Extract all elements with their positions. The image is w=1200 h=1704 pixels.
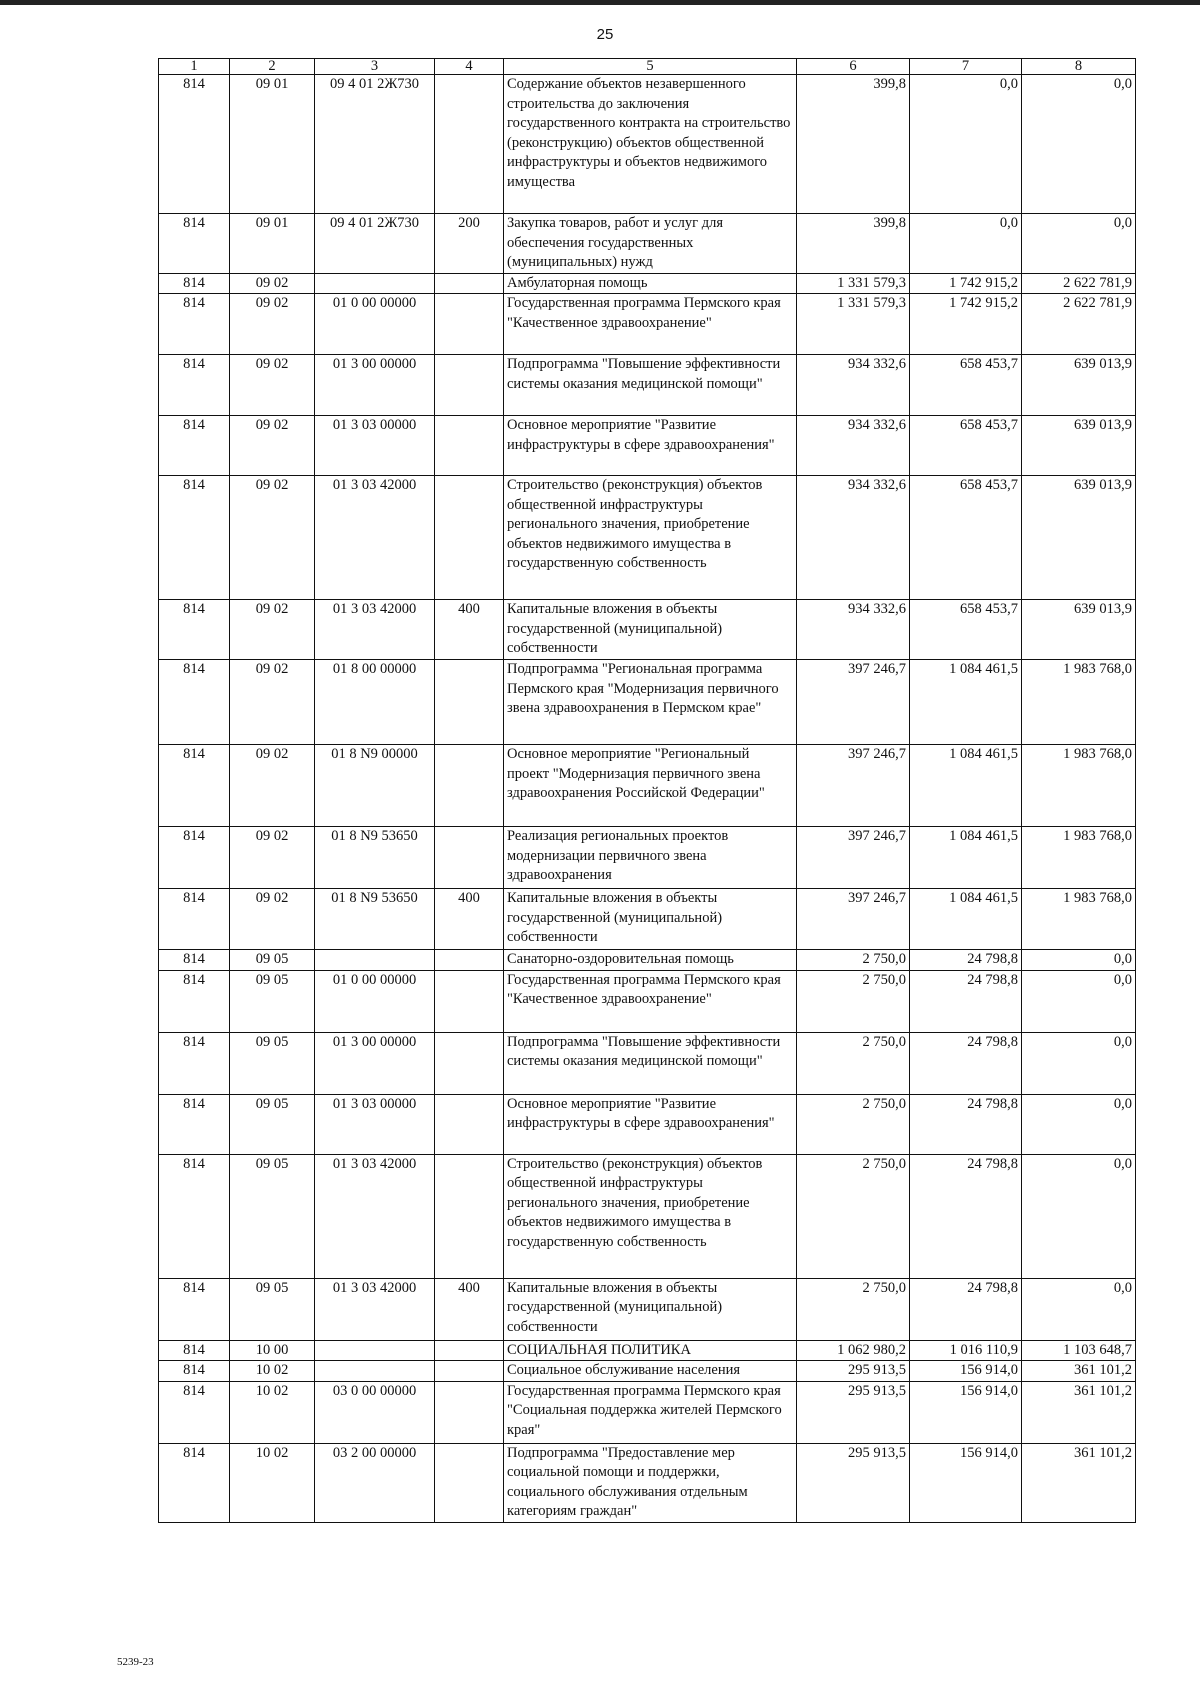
table-cell-col8: 0,0 xyxy=(1022,970,1136,1032)
table-row xyxy=(159,600,1136,660)
table-cell-col5: Подпрограмма "Повышение эффективности системы оказания медицинской помощи" xyxy=(504,1032,797,1094)
table-cell-col2: 09 02 xyxy=(230,600,315,660)
table-cell-col4 xyxy=(435,660,504,745)
table-cell-col7: 156 914,0 xyxy=(910,1381,1022,1443)
document-code: 5239-23 xyxy=(117,1656,154,1668)
table-cell-col2: 09 02 xyxy=(230,273,315,294)
table-cell-col7: 24 798,8 xyxy=(910,970,1022,1032)
table-cell-col8: 0,0 xyxy=(1022,1278,1136,1340)
table-cell-col3: 01 3 03 00000 xyxy=(315,1094,435,1154)
table-cell-col1: 814 xyxy=(159,889,230,950)
table-row xyxy=(159,1154,1136,1278)
table-cell-col5: Социальное обслуживание населения xyxy=(504,1361,797,1382)
table-cell-col7: 1 084 461,5 xyxy=(910,745,1022,827)
table-cell-col1: 814 xyxy=(159,1381,230,1443)
table-cell-col8: 639 013,9 xyxy=(1022,476,1136,600)
table-cell-col3: 03 0 00 00000 xyxy=(315,1381,435,1443)
table-cell-col2: 09 02 xyxy=(230,745,315,827)
table-cell-col3 xyxy=(315,1340,435,1361)
column-header: 8 xyxy=(1022,59,1136,75)
table-cell-col5: Капитальные вложения в объекты государственной (муниципальной) собственности xyxy=(504,600,797,660)
table-cell-col3: 01 8 00 00000 xyxy=(315,660,435,745)
table-cell-col6: 934 332,6 xyxy=(797,476,910,600)
table-cell-col4 xyxy=(435,950,504,971)
table-cell-col8: 361 101,2 xyxy=(1022,1361,1136,1382)
table-cell-col3 xyxy=(315,950,435,971)
table-cell-col7: 658 453,7 xyxy=(910,416,1022,476)
table-cell-col7: 1 084 461,5 xyxy=(910,889,1022,950)
table-row xyxy=(159,1443,1136,1522)
table-cell-col1: 814 xyxy=(159,827,230,889)
table-cell-col5: Строительство (реконструкция) объектов общественной инфраструктуры регионального значения, приобретение объектов недвижимого имущества в государственную собственность xyxy=(504,476,797,600)
table-row xyxy=(159,1032,1136,1094)
table-cell-col2: 09 02 xyxy=(230,827,315,889)
table-cell-col8: 0,0 xyxy=(1022,1032,1136,1094)
table-row xyxy=(159,1361,1136,1382)
column-header: 3 xyxy=(315,59,435,75)
table-cell-col5: Государственная программа Пермского края "Социальная поддержка жителей Пермского края" xyxy=(504,1381,797,1443)
table-cell-col3: 01 3 03 42000 xyxy=(315,476,435,600)
table-row xyxy=(159,1340,1136,1361)
table-cell-col5: Государственная программа Пермского края "Качественное здравоохранение" xyxy=(504,970,797,1032)
table-row xyxy=(159,970,1136,1032)
column-header: 1 xyxy=(159,59,230,75)
table-cell-col2: 09 05 xyxy=(230,1154,315,1278)
table-cell-col3 xyxy=(315,273,435,294)
table-cell-col7: 1 084 461,5 xyxy=(910,660,1022,745)
table-cell-col3: 01 0 00 00000 xyxy=(315,970,435,1032)
table-cell-col4 xyxy=(435,355,504,416)
table-cell-col4 xyxy=(435,1032,504,1094)
table-cell-col7: 1 016 110,9 xyxy=(910,1340,1022,1361)
table-row xyxy=(159,476,1136,600)
table-cell-col5: Основное мероприятие "Развитие инфраструктуры в сфере здравоохранения" xyxy=(504,416,797,476)
table-cell-col6: 295 913,5 xyxy=(797,1443,910,1522)
table-cell-col4 xyxy=(435,1381,504,1443)
table-cell-col7: 24 798,8 xyxy=(910,950,1022,971)
table-cell-col8: 1 103 648,7 xyxy=(1022,1340,1136,1361)
column-header: 4 xyxy=(435,59,504,75)
table-cell-col7: 0,0 xyxy=(910,214,1022,274)
table-cell-col4 xyxy=(435,1094,504,1154)
table-cell-col3: 01 3 00 00000 xyxy=(315,1032,435,1094)
table-cell-col4 xyxy=(435,294,504,355)
table-cell-col2: 09 02 xyxy=(230,416,315,476)
table-cell-col3: 01 0 00 00000 xyxy=(315,294,435,355)
table-cell-col5: Реализация региональных проектов модернизации первичного звена здравоохранения xyxy=(504,827,797,889)
table-cell-col7: 1 084 461,5 xyxy=(910,827,1022,889)
table-cell-col2: 09 05 xyxy=(230,970,315,1032)
table-row xyxy=(159,950,1136,971)
table-cell-col1: 814 xyxy=(159,745,230,827)
table-cell-col4 xyxy=(435,1154,504,1278)
table-cell-col3: 01 8 N9 00000 xyxy=(315,745,435,827)
table-cell-col7: 24 798,8 xyxy=(910,1032,1022,1094)
table-cell-col8: 0,0 xyxy=(1022,75,1136,214)
table-row xyxy=(159,1381,1136,1443)
table-cell-col8: 639 013,9 xyxy=(1022,416,1136,476)
table-cell-col3: 01 8 N9 53650 xyxy=(315,827,435,889)
column-header: 5 xyxy=(504,59,797,75)
table-cell-col2: 10 00 xyxy=(230,1340,315,1361)
table-cell-col6: 2 750,0 xyxy=(797,1032,910,1094)
table-row xyxy=(159,75,1136,214)
table-cell-col1: 814 xyxy=(159,416,230,476)
table-cell-col1: 814 xyxy=(159,75,230,214)
table-row xyxy=(159,745,1136,827)
table-row xyxy=(159,416,1136,476)
table-cell-col5: Основное мероприятие "Региональный проект "Модернизация первичного звена здравоохранения Российской Федерации" xyxy=(504,745,797,827)
table-cell-col6: 397 246,7 xyxy=(797,827,910,889)
table-cell-col8: 1 983 768,0 xyxy=(1022,745,1136,827)
table-cell-col2: 10 02 xyxy=(230,1443,315,1522)
table-cell-col8: 1 983 768,0 xyxy=(1022,827,1136,889)
table-cell-col1: 814 xyxy=(159,273,230,294)
table-cell-col3 xyxy=(315,1361,435,1382)
table-cell-col1: 814 xyxy=(159,1340,230,1361)
table-cell-col5: Подпрограмма "Повышение эффективности системы оказания медицинской помощи" xyxy=(504,355,797,416)
column-header: 2 xyxy=(230,59,315,75)
table-cell-col5: Амбулаторная помощь xyxy=(504,273,797,294)
table-cell-col6: 2 750,0 xyxy=(797,1278,910,1340)
table-cell-col7: 1 742 915,2 xyxy=(910,273,1022,294)
table-cell-col3: 09 4 01 2Ж730 xyxy=(315,214,435,274)
table-cell-col1: 814 xyxy=(159,950,230,971)
table-cell-col6: 397 246,7 xyxy=(797,889,910,950)
table-cell-col8: 1 983 768,0 xyxy=(1022,889,1136,950)
table-cell-col8: 2 622 781,9 xyxy=(1022,273,1136,294)
table-cell-col5: Капитальные вложения в объекты государственной (муниципальной) собственности xyxy=(504,1278,797,1340)
table-cell-col7: 0,0 xyxy=(910,75,1022,214)
table-cell-col8: 361 101,2 xyxy=(1022,1381,1136,1443)
table-cell-col4 xyxy=(435,476,504,600)
table-cell-col4 xyxy=(435,273,504,294)
page-number: 25 xyxy=(596,26,614,43)
table-cell-col2: 09 02 xyxy=(230,889,315,950)
table-body xyxy=(159,75,1136,1523)
table-cell-col4: 400 xyxy=(435,1278,504,1340)
column-header: 7 xyxy=(910,59,1022,75)
budget-table xyxy=(158,58,1136,1523)
table-cell-col2: 09 02 xyxy=(230,294,315,355)
table-cell-col1: 814 xyxy=(159,1443,230,1522)
table-cell-col2: 09 05 xyxy=(230,950,315,971)
table-cell-col5: СОЦИАЛЬНАЯ ПОЛИТИКА xyxy=(504,1340,797,1361)
table-cell-col1: 814 xyxy=(159,355,230,416)
table-row xyxy=(159,1094,1136,1154)
column-header: 6 xyxy=(797,59,910,75)
table-cell-col8: 0,0 xyxy=(1022,214,1136,274)
table-cell-col3: 01 3 03 42000 xyxy=(315,1278,435,1340)
table-cell-col1: 814 xyxy=(159,476,230,600)
table-cell-col4 xyxy=(435,970,504,1032)
table-cell-col4: 400 xyxy=(435,600,504,660)
table-cell-col6: 295 913,5 xyxy=(797,1381,910,1443)
table-cell-col2: 10 02 xyxy=(230,1381,315,1443)
table-cell-col1: 814 xyxy=(159,1094,230,1154)
table-cell-col1: 814 xyxy=(159,1278,230,1340)
table-cell-col6: 934 332,6 xyxy=(797,600,910,660)
table-cell-col3: 01 3 00 00000 xyxy=(315,355,435,416)
table-cell-col2: 09 02 xyxy=(230,476,315,600)
table-cell-col8: 0,0 xyxy=(1022,1094,1136,1154)
table-cell-col1: 814 xyxy=(159,970,230,1032)
table-cell-col8: 639 013,9 xyxy=(1022,355,1136,416)
table-cell-col5: Подпрограмма "Предоставление мер социальной помощи и поддержки, социального обслуживания отдельным категориям граждан" xyxy=(504,1443,797,1522)
table-cell-col8: 0,0 xyxy=(1022,1154,1136,1278)
table-cell-col2: 09 05 xyxy=(230,1278,315,1340)
table-cell-col2: 09 01 xyxy=(230,75,315,214)
table-cell-col6: 399,8 xyxy=(797,75,910,214)
table-cell-col8: 0,0 xyxy=(1022,950,1136,971)
table-row xyxy=(159,214,1136,274)
table-cell-col6: 1 331 579,3 xyxy=(797,273,910,294)
table-cell-col6: 934 332,6 xyxy=(797,355,910,416)
table-cell-col7: 1 742 915,2 xyxy=(910,294,1022,355)
table-cell-col8: 361 101,2 xyxy=(1022,1443,1136,1522)
table-cell-col5: Закупка товаров, работ и услуг для обеспечения государственных (муниципальных) нужд xyxy=(504,214,797,274)
table-cell-col6: 2 750,0 xyxy=(797,1154,910,1278)
table-cell-col4 xyxy=(435,1340,504,1361)
table-row xyxy=(159,889,1136,950)
table-row xyxy=(159,273,1136,294)
table-cell-col3: 01 3 03 42000 xyxy=(315,1154,435,1278)
table-cell-col1: 814 xyxy=(159,1361,230,1382)
table-cell-col5: Капитальные вложения в объекты государственной (муниципальной) собственности xyxy=(504,889,797,950)
table-cell-col5: Подпрограмма "Региональная программа Пермского края "Модернизация первичного звена здравоохранения в Пермском крае" xyxy=(504,660,797,745)
table-cell-col7: 658 453,7 xyxy=(910,476,1022,600)
table-cell-col5: Основное мероприятие "Развитие инфраструктуры в сфере здравоохранения" xyxy=(504,1094,797,1154)
table-cell-col2: 09 05 xyxy=(230,1094,315,1154)
table-cell-col3: 09 4 01 2Ж730 xyxy=(315,75,435,214)
table-cell-col7: 24 798,8 xyxy=(910,1094,1022,1154)
table-cell-col8: 1 983 768,0 xyxy=(1022,660,1136,745)
table-cell-col7: 658 453,7 xyxy=(910,355,1022,416)
table-cell-col1: 814 xyxy=(159,1154,230,1278)
table-cell-col1: 814 xyxy=(159,660,230,745)
table-cell-col5: Содержание объектов незавершенного строительства до заключения государственного контракта на строительство (реконструкцию) объектов общественной инфраструктуры и объектов недвижимого имущества xyxy=(504,75,797,214)
table-cell-col4 xyxy=(435,745,504,827)
table-cell-col6: 397 246,7 xyxy=(797,660,910,745)
table-row xyxy=(159,1278,1136,1340)
table-cell-col4 xyxy=(435,827,504,889)
table-cell-col6: 1 331 579,3 xyxy=(797,294,910,355)
table-cell-col6: 2 750,0 xyxy=(797,970,910,1032)
table-cell-col6: 2 750,0 xyxy=(797,950,910,971)
table-cell-col3: 01 3 03 42000 xyxy=(315,600,435,660)
table-cell-col4: 400 xyxy=(435,889,504,950)
table-cell-col3: 01 8 N9 53650 xyxy=(315,889,435,950)
table-cell-col7: 156 914,0 xyxy=(910,1443,1022,1522)
table-cell-col8: 639 013,9 xyxy=(1022,600,1136,660)
table-cell-col6: 399,8 xyxy=(797,214,910,274)
top-border-rule xyxy=(0,0,1200,5)
table-cell-col3: 03 2 00 00000 xyxy=(315,1443,435,1522)
table-cell-col1: 814 xyxy=(159,600,230,660)
table-cell-col8: 2 622 781,9 xyxy=(1022,294,1136,355)
table-cell-col7: 658 453,7 xyxy=(910,600,1022,660)
table-cell-col2: 09 05 xyxy=(230,1032,315,1094)
table-cell-col2: 09 01 xyxy=(230,214,315,274)
table-row xyxy=(159,827,1136,889)
table-cell-col1: 814 xyxy=(159,294,230,355)
table-cell-col5: Государственная программа Пермского края "Качественное здравоохранение" xyxy=(504,294,797,355)
table-cell-col6: 295 913,5 xyxy=(797,1361,910,1382)
table-row xyxy=(159,660,1136,745)
table-cell-col7: 156 914,0 xyxy=(910,1361,1022,1382)
table-cell-col1: 814 xyxy=(159,1032,230,1094)
table-cell-col7: 24 798,8 xyxy=(910,1154,1022,1278)
table-cell-col2: 09 02 xyxy=(230,355,315,416)
table-cell-col2: 09 02 xyxy=(230,660,315,745)
table-cell-col7: 24 798,8 xyxy=(910,1278,1022,1340)
table-cell-col4 xyxy=(435,1361,504,1382)
table-cell-col6: 1 062 980,2 xyxy=(797,1340,910,1361)
table-cell-col3: 01 3 03 00000 xyxy=(315,416,435,476)
table-row xyxy=(159,294,1136,355)
table-row xyxy=(159,355,1136,416)
table-header-row xyxy=(159,59,1136,75)
table-cell-col6: 2 750,0 xyxy=(797,1094,910,1154)
table-cell-col5: Строительство (реконструкция) объектов общественной инфраструктуры регионального значения, приобретение объектов недвижимого имущества в государственную собственность xyxy=(504,1154,797,1278)
table-cell-col1: 814 xyxy=(159,214,230,274)
table-cell-col2: 10 02 xyxy=(230,1361,315,1382)
table-cell-col4 xyxy=(435,75,504,214)
table-cell-col5: Санаторно-оздоровительная помощь xyxy=(504,950,797,971)
table-cell-col4 xyxy=(435,1443,504,1522)
table-cell-col4 xyxy=(435,416,504,476)
table-cell-col4: 200 xyxy=(435,214,504,274)
table-cell-col6: 934 332,6 xyxy=(797,416,910,476)
table-cell-col6: 397 246,7 xyxy=(797,745,910,827)
